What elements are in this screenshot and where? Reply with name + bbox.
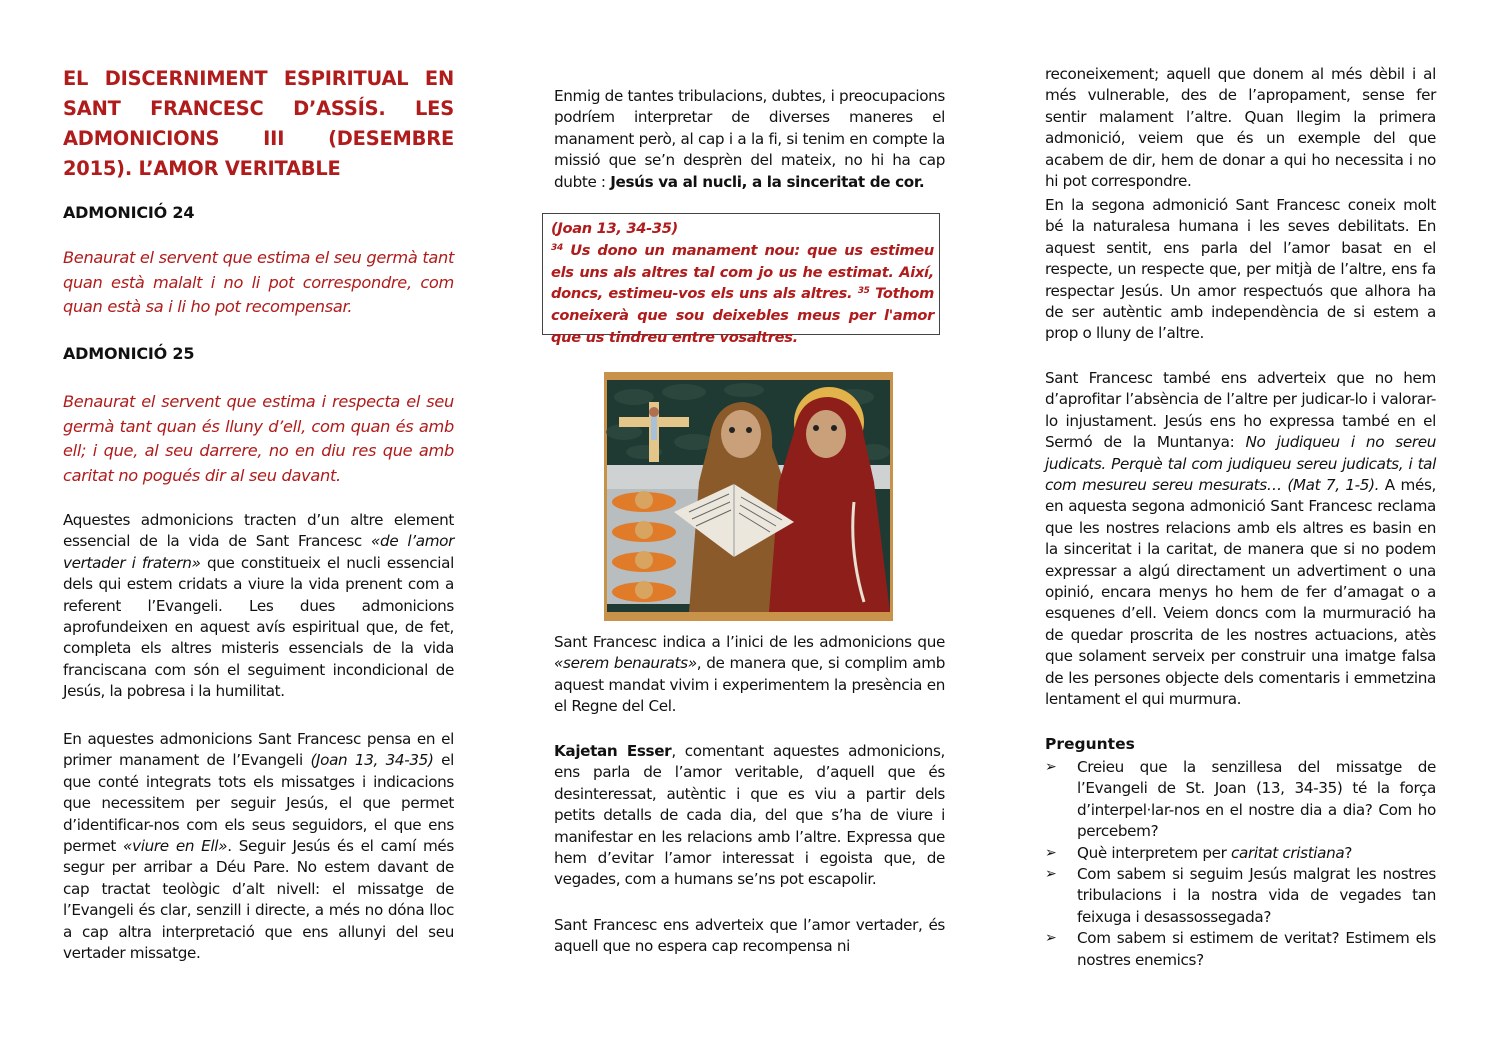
questions-heading: Preguntes [1045, 735, 1135, 753]
arrow-bullet-icon: ➢ [1045, 844, 1057, 861]
painting-saint-francis-image [604, 372, 893, 621]
admonition-25-text: Benaurat el servent que estima i respecta el seu germà tant quan és lluny d’ell, com quan és amb ell; i que, al seu darrere, no en diu res que amb caritat no pogués dir al seu davant. [63, 392, 454, 485]
paragraph-kajetan-esser: Kajetan Esser, comentant aquestes admonicions, ens parla de l’amor veritable, d’aquell que és desinteressat, autèntic i que es viu a partir dels petits detalls de cada dia, del que s’ha de viure i manifestar en les relacions amb l’altre. Expressa que hem d’evitar l’amor interessat i egoista que, de vegades, com a humans se’ns pot escapolir. [554, 742, 945, 889]
question-item: ➢ Creieu que la senzillesa del missatge de l’Evangeli de St. Joan (13, 34-35) té la força d’interpel·lar-nos en el nostre dia a dia? Com ho percebem? [1045, 758, 1436, 841]
paragraph-tribulations: Enmig de tantes tribulacions, dubtes, i preocupacions podríem interpretar de diverses maneres el manament però, al cap i a la fi, si tenim en compte la missió que se’n desprèn del mateix, no hi ha cap dubte : Jesús va al nucli, a la sinceritat de cor. [554, 87, 945, 191]
paragraph-second-admonition: En la segona admonició Sant Francesc coneix molt bé la naturalesa humana i les seves debilitats. En aquest sentit, ens parla del l’amor basat en el respecte, un respecte que, per mitjà de l’altre, ens fa respectar Jesús. Un amor respectuós que alhora ha de ser autèntic amb independència de si estem a prop o lluny de l’altre. [1045, 196, 1436, 343]
questions-list [1045, 757, 1436, 971]
admonition-24-heading: ADMONICIÓ 24 [63, 203, 195, 222]
question-item: ➢ Com sabem si estimem de veritat? Estimem els nostres enemics? [1045, 929, 1436, 969]
paragraph-judging: Sant Francesc també ens adverteix que no hem d’aprofitar l’absència de l’altre per judicar-lo i valorar-lo injustament. Jesús ens ho expressa també en el Sermó de la Muntanya: No judiqueu i no sereu judicats. Perquè tal com judiqueu sereu judicats, i tal com mesureu sereu mesurats… (Mat 7, 1-5). A més, en aquesta segona admonició Sant Francesc reclama que les nostres relacions amb els altres es basin en la sinceritat i la caritat, de manera que si no podem expressar a algú directament un advertiment o una opinió, encara menys ho hem de fer d’amagat o a esquenes d’ell. Veiem doncs com la murmuració ha de quedar proscrita de les nostres actuacions, atès que solament serveix per construir una imatge falsa de les persones objecte dels comentaris i emmetzina lentament el qui murmura. [1045, 369, 1437, 709]
paragraph-true-love: Sant Francesc ens adverteix que l’amor vertader, és aquell que no espera cap recompensa ni [554, 916, 945, 956]
paragraph-blessed: Sant Francesc indica a l’inici de les admonicions que «serem benaurats», de manera que, si complim amb aquest mandat vivim i experimentem la presència en el Regne del Cel. [554, 633, 945, 716]
gospel-quote-box [542, 213, 940, 346]
paragraph-first-commandment: En aquestes admonicions Sant Francesc pensa en el primer manament de l’Evangeli (Joan 13, 34-35) el que conté integrats tots els missatges i indicacions que necessitem per seguir Jesús, el que permet d’identificar-nos com els seus seguidors, el que ens permet «viure en Ell». Seguir Jesús és el camí més segur per arribar a Déu Pare. No estem davant de cap tractat teològic d’alt nivell: el missatge de l’Evangeli és clar, senzill i directe, a més no dóna lloc a cap altra interpretació que ens allunyi del seu vertader missatge. [63, 730, 454, 963]
admonition-24-text: Benaurat el servent que estima el seu germà tant quan està malalt i no li pot correspondre, com quan està sa i li ho pot recompensar. [63, 248, 454, 316]
paragraph-recognition: reconeixement; aquell que donem al més dèbil i al més vulnerable, des de l’apropament, sense fer sentir malament l’altre. Quan llegim la primera admonició, veiem que és un exemple del que acabem de dir, hem de donar a qui ho necessita i no hi pot correspondre. [1045, 65, 1436, 191]
admonition-25-heading: ADMONICIÓ 25 [63, 344, 195, 363]
paragraph-intro: Aquestes admonicions tracten d’un altre element essencial de la vida de Sant Francesc «de l’amor vertader i fratern» que constitueix el nucli essencial dels qui estem cridats a viure la vida prenent com a referent l’Evangeli. Les dues admonicions aprofundeixen en aquest avís espiritual que, de fet, completa els altres misteris essencials de la vida franciscana com són el seguiment incondicional de Jesús, la pobresa i la humilitat. [63, 511, 455, 701]
quote-reference: (Joan 13, 34-35) [551, 220, 678, 237]
document-title: EL DISCERNIMENT ESPIRITUAL EN SANT FRANCESC D’ASSÍS. LES ADMONICIONS III (DESEMBRE 2015). L’AMOR VERITABLE [63, 67, 454, 180]
question-item: ➢ Com sabem si seguim Jesús malgrat les nostres tribulacions i la nostra vida de vegades tan feixuga i desassossegada? [1045, 865, 1436, 926]
arrow-bullet-icon: ➢ [1045, 930, 1057, 947]
question-item: ➢ Què interpretem per caritat cristiana? [1045, 843, 1436, 864]
arrow-bullet-icon: ➢ [1045, 866, 1057, 883]
arrow-bullet-icon: ➢ [1045, 759, 1057, 775]
quote-text: $^{34}$ Us dono un manament nou: que us estimeu els uns als altres tal com jo us he estimat. Així, doncs, estimeu-vos els uns als altres. $^{35}$ Tothom coneixerà que sou deixebles meus per l'amor que us tindreu entre vosaltres. [551, 241, 934, 346]
